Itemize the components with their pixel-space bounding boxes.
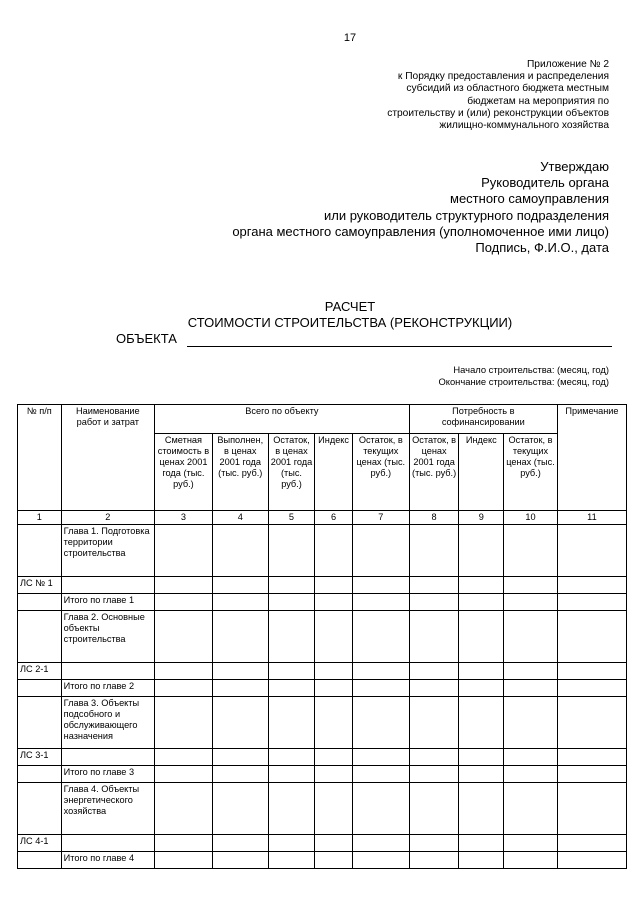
table-cell: [557, 525, 626, 577]
table-cell: [352, 680, 409, 697]
column-number: 3: [155, 511, 213, 525]
table-cell: [315, 697, 353, 749]
column-number: 1: [18, 511, 62, 525]
end-date-label: Окончание строительства: (месяц, год): [438, 376, 609, 387]
table-cell: [268, 525, 315, 577]
table-cell: [315, 749, 353, 766]
object-name-line: [187, 346, 612, 347]
table-cell: [409, 835, 459, 852]
row-name-cell: [61, 577, 154, 594]
table-cell: [268, 594, 315, 611]
table-cell: [268, 852, 315, 869]
annex-line: Приложение № 2: [526, 59, 609, 70]
table-cell: [459, 852, 504, 869]
table-cell: [352, 835, 409, 852]
row-name-cell: [61, 663, 154, 680]
start-date-label: Начало строительства: (месяц, год): [453, 364, 609, 375]
table-cell: [268, 663, 315, 680]
table-cell: [409, 577, 459, 594]
row-name-cell: Глава 1. Подготовка территории строительства: [61, 525, 154, 577]
annex-line: к Порядку предоставления и распределения: [397, 71, 609, 83]
row-name-cell: Итого по главе 3: [61, 766, 154, 783]
header-cofin-index: Индекс: [459, 434, 504, 511]
table-cell: [504, 577, 558, 594]
approval-block: [232, 159, 609, 256]
table-cell: [459, 525, 504, 577]
table-cell: [212, 611, 268, 663]
table-cell: [155, 577, 213, 594]
table-cell: [504, 852, 558, 869]
table-cell: [155, 783, 213, 835]
table-row: [18, 611, 627, 663]
table-cell: [409, 680, 459, 697]
row-name-cell: [61, 835, 154, 852]
column-number: 7: [352, 511, 409, 525]
row-name-cell: Глава 3. Объекты подсобного и обслуживающего назначения: [61, 697, 154, 749]
header-note: Примечание: [557, 405, 626, 511]
header-cofin-rest-2001: Остаток, в ценах 2001 года (тыс. руб.): [409, 434, 459, 511]
table-cell: [268, 611, 315, 663]
row-name-cell: Глава 2. Основные объекты строительства: [61, 611, 154, 663]
table-cell: [352, 749, 409, 766]
table-cell: [315, 783, 353, 835]
table-row: [18, 766, 627, 783]
table-cell: [557, 697, 626, 749]
table-cell: [352, 525, 409, 577]
row-number-cell: [18, 594, 62, 611]
object-label: ОБЪЕКТА: [116, 331, 177, 346]
dates-block: [438, 364, 609, 388]
table-cell: [212, 783, 268, 835]
table-cell: [315, 852, 353, 869]
table-cell: [557, 749, 626, 766]
table-cell: [315, 594, 353, 611]
table-cell: [409, 783, 459, 835]
table-cell: [459, 697, 504, 749]
table-cell: [557, 663, 626, 680]
table-cell: [409, 611, 459, 663]
table-cell: [352, 611, 409, 663]
header-estimated-cost: Сметная стоимость в ценах 2001 года (тыс. руб.): [155, 434, 213, 511]
column-number: 10: [504, 511, 558, 525]
table-cell: [155, 594, 213, 611]
table-cell: [268, 783, 315, 835]
approval-line: Подпись, Ф.И.О., дата: [475, 240, 609, 256]
table-cell: [155, 525, 213, 577]
table-cell: [557, 852, 626, 869]
table-cell: [459, 766, 504, 783]
table-row: [18, 749, 627, 766]
row-number-cell: [18, 766, 62, 783]
table-cell: [352, 852, 409, 869]
table-cell: [557, 766, 626, 783]
table-row: [18, 594, 627, 611]
row-name-cell: [61, 749, 154, 766]
table-cell: [315, 611, 353, 663]
annex-line: строительству и (или) реконструкции объектов: [387, 107, 609, 119]
approval-line: органа местного самоуправления (уполномоченное ими лицо): [232, 223, 609, 239]
row-number-cell: [18, 611, 62, 663]
table-cell: [352, 783, 409, 835]
row-number-cell: [18, 852, 62, 869]
table-cell: [212, 594, 268, 611]
table-cell: [409, 594, 459, 611]
table-row: [18, 680, 627, 697]
table-cell: [155, 663, 213, 680]
table-row: [18, 577, 627, 594]
row-number-cell: ЛС 2-1: [18, 663, 62, 680]
row-number-cell: ЛС 3-1: [18, 749, 62, 766]
table-cell: [409, 749, 459, 766]
table-cell: [504, 835, 558, 852]
row-name-cell: Итого по главе 4: [61, 852, 154, 869]
table-cell: [212, 680, 268, 697]
row-name-cell: Итого по главе 1: [61, 594, 154, 611]
table-cell: [459, 749, 504, 766]
table-cell: [557, 680, 626, 697]
header-index: Индекс: [315, 434, 353, 511]
table-cell: [315, 680, 353, 697]
column-number: 5: [268, 511, 315, 525]
table-cell: [268, 577, 315, 594]
table-cell: [155, 611, 213, 663]
header-rest-current: Остаток, в текущих ценах (тыс. руб.): [352, 434, 409, 511]
approval-line: Утверждаю: [540, 159, 609, 174]
table-cell: [409, 852, 459, 869]
table-row: [18, 835, 627, 852]
table-cell: [504, 749, 558, 766]
table-cell: [557, 783, 626, 835]
row-number-cell: [18, 680, 62, 697]
table-cell: [315, 577, 353, 594]
table-cell: [212, 525, 268, 577]
table-cell: [155, 680, 213, 697]
table-cell: [352, 594, 409, 611]
table-row: [18, 663, 627, 680]
table-cell: [212, 749, 268, 766]
table-cell: [315, 766, 353, 783]
table-cell: [409, 525, 459, 577]
table-cell: [409, 766, 459, 783]
row-name-cell: Глава 4. Объекты энергетического хозяйства: [61, 783, 154, 835]
table-cell: [557, 577, 626, 594]
table-cell: [315, 663, 353, 680]
column-number: 11: [557, 511, 626, 525]
table-cell: [268, 680, 315, 697]
table-cell: [459, 594, 504, 611]
table-cell: [504, 697, 558, 749]
table-cell: [268, 749, 315, 766]
annex-line: субсидий из областного бюджета местным: [406, 83, 609, 95]
header-num: № п/п: [18, 405, 62, 511]
table-cell: [352, 766, 409, 783]
row-number-cell: ЛС № 1: [18, 577, 62, 594]
row-number-cell: [18, 783, 62, 835]
table-cell: [212, 577, 268, 594]
table-cell: [212, 697, 268, 749]
table-cell: [504, 594, 558, 611]
cost-table: [17, 404, 627, 869]
table-cell: [268, 697, 315, 749]
table-cell: [352, 663, 409, 680]
table-row: [18, 783, 627, 835]
table-row: [18, 852, 627, 869]
table-cell: [459, 663, 504, 680]
table-row: [18, 525, 627, 577]
table-cell: [155, 766, 213, 783]
table-cell: [557, 611, 626, 663]
table-cell: [409, 697, 459, 749]
row-number-cell: [18, 525, 62, 577]
column-number: 4: [212, 511, 268, 525]
table-cell: [504, 663, 558, 680]
approval-line: Руководитель органа: [481, 175, 609, 191]
table-cell: [155, 852, 213, 869]
approval-line: местного самоуправления: [450, 191, 609, 207]
header-rest-2001: Остаток, в ценах 2001 года (тыс. руб.): [268, 434, 315, 511]
table-cell: [504, 525, 558, 577]
table-cell: [268, 766, 315, 783]
column-number: 2: [61, 511, 154, 525]
header-cofin-rest-current: Остаток, в текущих ценах (тыс. руб.): [504, 434, 558, 511]
table-cell: [212, 852, 268, 869]
table-cell: [155, 835, 213, 852]
header-name: Наименование работ и затрат: [61, 405, 154, 511]
page-number: 17: [343, 32, 357, 44]
table-cell: [268, 835, 315, 852]
table-cell: [212, 663, 268, 680]
table-cell: [504, 783, 558, 835]
column-number: 9: [459, 511, 504, 525]
document-subtitle: СТОИМОСТИ СТРОИТЕЛЬСТВА (РЕКОНСТРУКЦИИ): [187, 315, 513, 330]
table-cell: [155, 749, 213, 766]
table-cell: [409, 663, 459, 680]
header-done: Выполнен, в ценах 2001 года (тыс. руб.): [212, 434, 268, 511]
table-body: [18, 525, 627, 869]
header-total-group: Всего по объекту: [155, 405, 410, 434]
table-cell: [459, 577, 504, 594]
column-number: 8: [409, 511, 459, 525]
column-numbers-row: [18, 511, 627, 525]
table-cell: [352, 577, 409, 594]
column-number: 6: [315, 511, 353, 525]
table-cell: [212, 766, 268, 783]
row-number-cell: ЛС 4-1: [18, 835, 62, 852]
table-cell: [459, 835, 504, 852]
row-name-cell: Итого по главе 2: [61, 680, 154, 697]
row-number-cell: [18, 697, 62, 749]
table-cell: [459, 783, 504, 835]
header-cofinancing-group: Потребность в софинансировании: [409, 405, 557, 434]
table-cell: [459, 611, 504, 663]
approval-line: или руководитель структурного подразделения: [324, 207, 609, 223]
table-row: [18, 697, 627, 749]
table-cell: [504, 766, 558, 783]
table-cell: [504, 680, 558, 697]
annex-line: жилищно-коммунального хозяйства: [439, 120, 609, 132]
table-cell: [212, 835, 268, 852]
table-cell: [352, 697, 409, 749]
table-cell: [504, 611, 558, 663]
table-cell: [155, 697, 213, 749]
table-cell: [315, 525, 353, 577]
table-cell: [557, 835, 626, 852]
table-cell: [315, 835, 353, 852]
table-cell: [459, 680, 504, 697]
document-title: РАСЧЕТ: [324, 299, 376, 314]
table-cell: [557, 594, 626, 611]
annex-line: бюджетам на мероприятия по: [467, 95, 609, 107]
annex-block: [387, 59, 609, 132]
